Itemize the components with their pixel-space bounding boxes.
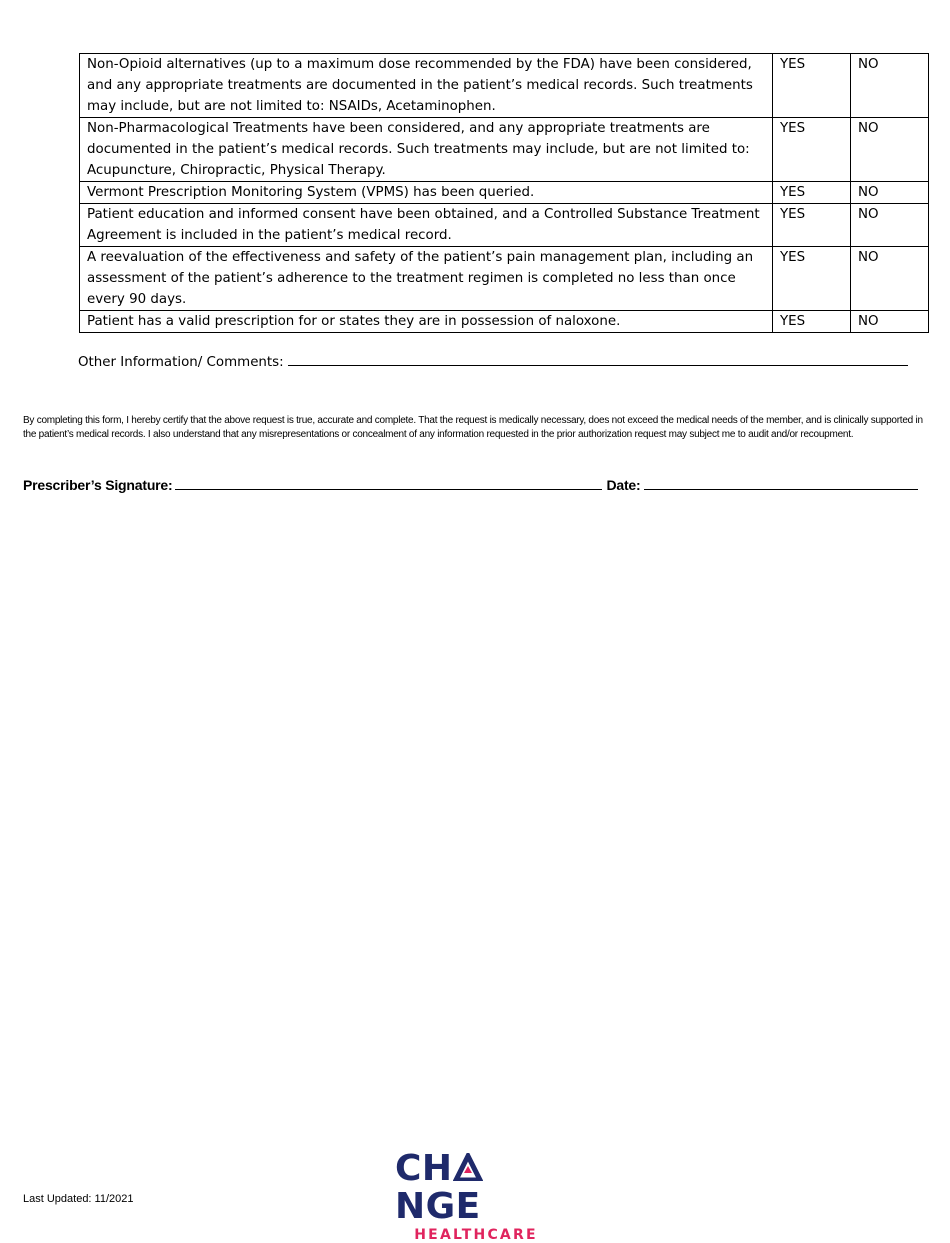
yes-option[interactable]: YES <box>773 118 851 182</box>
comments-input-line[interactable] <box>288 350 908 366</box>
yes-option[interactable]: YES <box>773 247 851 311</box>
logo-subword: HEALTHCARE <box>414 1227 538 1243</box>
yes-option[interactable]: YES <box>773 204 851 247</box>
logo-letters-before: CH <box>395 1148 453 1189</box>
date-input-line[interactable] <box>644 474 918 490</box>
table-row <box>80 204 929 247</box>
criteria-question: Patient has a valid prescription for or states they are in possession of naloxone. <box>80 311 773 333</box>
no-option[interactable]: NO <box>851 182 929 204</box>
table-row <box>80 118 929 182</box>
attestation-text: By completing this form, I hereby certify that the above request is true, accurate and complete. That the request is medically necessary, does not exceed the medical needs of the member, and is clinically supported in the patient’s medical records. I also understand that any misrepresentations or concealment of any information requested in the prior authorization request may subject me to audit and/or recoupment. <box>23 415 923 440</box>
no-option[interactable]: NO <box>851 204 929 247</box>
change-healthcare-logo <box>395 1148 557 1243</box>
comments-field-row <box>78 350 908 373</box>
yes-option[interactable]: YES <box>773 54 851 118</box>
last-updated-text: Last Updated: 11/2021 <box>23 1193 134 1205</box>
date-label: Date: <box>606 477 641 493</box>
no-option[interactable]: NO <box>851 54 929 118</box>
table-row <box>80 182 929 204</box>
triangle-a-icon <box>453 1153 483 1181</box>
yes-option[interactable]: YES <box>773 182 851 204</box>
no-option[interactable]: NO <box>851 118 929 182</box>
prescriber-signature-line[interactable] <box>175 474 602 490</box>
prescriber-signature-label: Prescriber’s Signature: <box>23 477 173 493</box>
table-row <box>80 247 929 311</box>
table-row <box>80 54 929 118</box>
no-option[interactable]: NO <box>851 311 929 333</box>
criteria-question: A reevaluation of the effectiveness and safety of the patient’s pain management plan, including an assessment of the patient’s adherence to the treatment regimen is completed no less than once every 90 days. <box>80 247 773 311</box>
criteria-question: Vermont Prescription Monitoring System (VPMS) has been queried. <box>80 182 773 204</box>
criteria-question: Patient education and informed consent have been obtained, and a Controlled Substance Treatment Agreement is included in the patient’s medical record. <box>80 204 773 247</box>
yes-option[interactable]: YES <box>773 311 851 333</box>
signature-row <box>23 474 918 496</box>
no-option[interactable]: NO <box>851 247 929 311</box>
criteria-question: Non-Pharmacological Treatments have been considered, and any appropriate treatments are documented in the patient’s medical records. Such treatments may include, but are not limited to: Acupuncture, Chiropractic, Physical Therapy. <box>80 118 773 182</box>
logo-letters-after: NGE <box>395 1186 481 1227</box>
criteria-checklist-table <box>79 53 929 333</box>
comments-label: Other Information/ Comments: <box>78 355 284 370</box>
logo-wordmark <box>395 1150 557 1226</box>
criteria-question: Non-Opioid alternatives (up to a maximum dose recommended by the FDA) have been considered, and any appropriate treatments are documented in the patient’s medical records. Such treatments may include, but are not limited to: NSAIDs, Acetaminophen. <box>80 54 773 118</box>
table-row <box>80 311 929 333</box>
